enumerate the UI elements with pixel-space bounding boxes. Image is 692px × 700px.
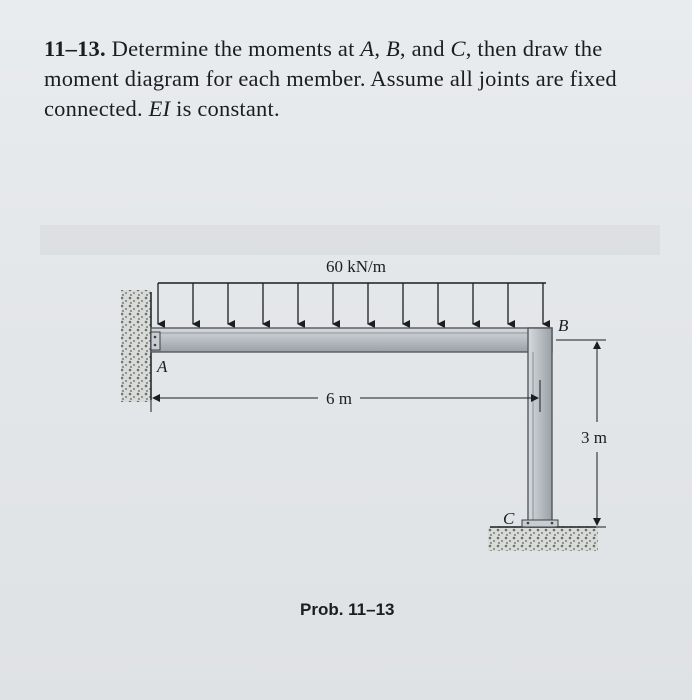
problem-text-line3-start: are fixed connected. [44,66,617,121]
distributed-load [158,283,546,324]
var-c: C [450,36,466,61]
problem-text-line1: Determine the moments at [111,36,355,61]
load-label: 60 kN/m [326,257,386,276]
var-b: B [385,36,400,61]
figure-caption: Prob. 11–13 [300,600,395,619]
height-label: 3 m [581,428,607,447]
wall-support-a [121,290,151,402]
beam-ab [151,328,552,352]
label-point-c: C [503,509,515,528]
connection-plate-a [151,332,160,350]
problem-text-line2: the moment diagram for each member. Assume all joints [44,36,603,91]
problem-number: 11–13. [44,36,106,61]
label-point-a: A [157,357,168,376]
column-bc [528,328,552,527]
span-label: 6 m [326,389,352,408]
problem-statement: 11–13. Determine the moments at A, B, and C, then draw the moment diagram for each member. Assume all joints are fixed connected. EI is constant. [44,36,617,121]
problem-text-line1-end: then draw [477,36,569,61]
ground-support-c [488,527,598,551]
base-plate-c [522,520,558,527]
ei-symbol: EI [148,96,171,121]
bleed-through-beam [40,225,660,255]
problem-text-line3-end: is constant. [176,96,280,121]
and-word: and [411,36,445,61]
label-point-b: B [558,316,569,335]
var-a: A [360,36,375,61]
